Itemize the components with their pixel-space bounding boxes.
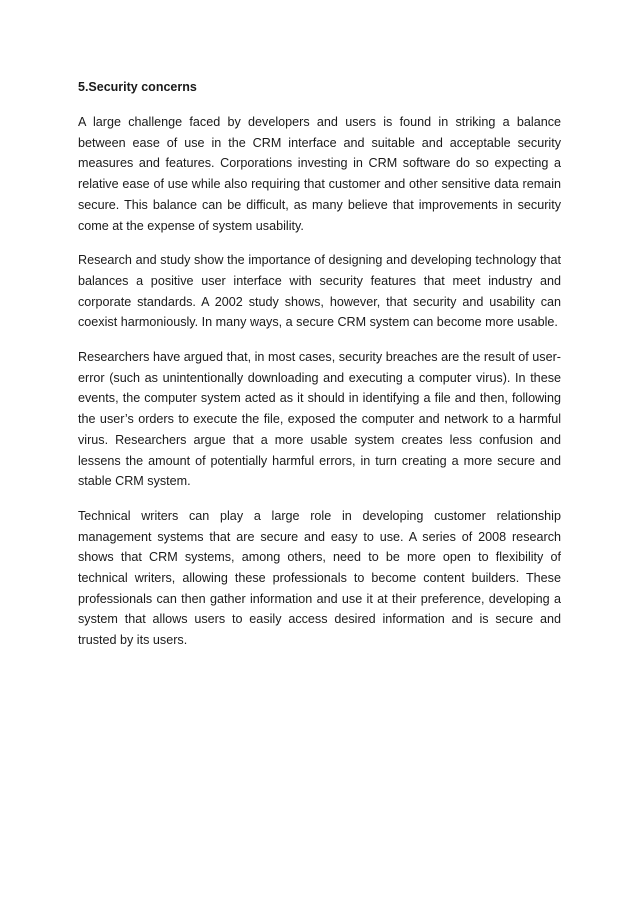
paragraph-2: Research and study show the importance of designing and developing technology that balances a positive user interface with security features that meet industry and corporate standards. A 2002 study shows, however, that security and usability can coexist harmoniously. In many ways, a secure CRM system can become more usable. [78, 253, 561, 330]
section-heading: 5.Security concerns [78, 80, 197, 94]
paragraph-3: Researchers have argued that, in most cases, security breaches are the result of user-error (such as unintentionally downloading and executing a computer virus). In these events, the computer system acted as it should in identifying a file and then, following the user’s orders to execute the file, exposed the computer and network to a harmful virus. Researchers argue that a more usable system creates less confusion and lessens the amount of potentially harmful errors, in turn creating a more secure and stable CRM system. [78, 350, 561, 489]
document-page [78, 78, 561, 665]
paragraph-1: A large challenge faced by developers and users is found in striking a balance between ease of use in the CRM interface and suitable and acceptable security measures and features. Corporations investing in CRM software do so expecting a relative ease of use while also requiring that customer and other sensitive data remain secure. This balance can be difficult, as many believe that improvements in security come at the expense of system usability. [78, 115, 561, 233]
paragraph-4: Technical writers can play a large role in developing customer relationship management systems that are secure and easy to use. A series of 2008 research shows that CRM systems, among others, need to be more open to flexibility of technical writers, allowing these professionals to become content builders. These professionals can then gather information and use it at their preference, developing a system that allows users to easily access desired information and is secure and trusted by its users. [78, 508, 561, 648]
